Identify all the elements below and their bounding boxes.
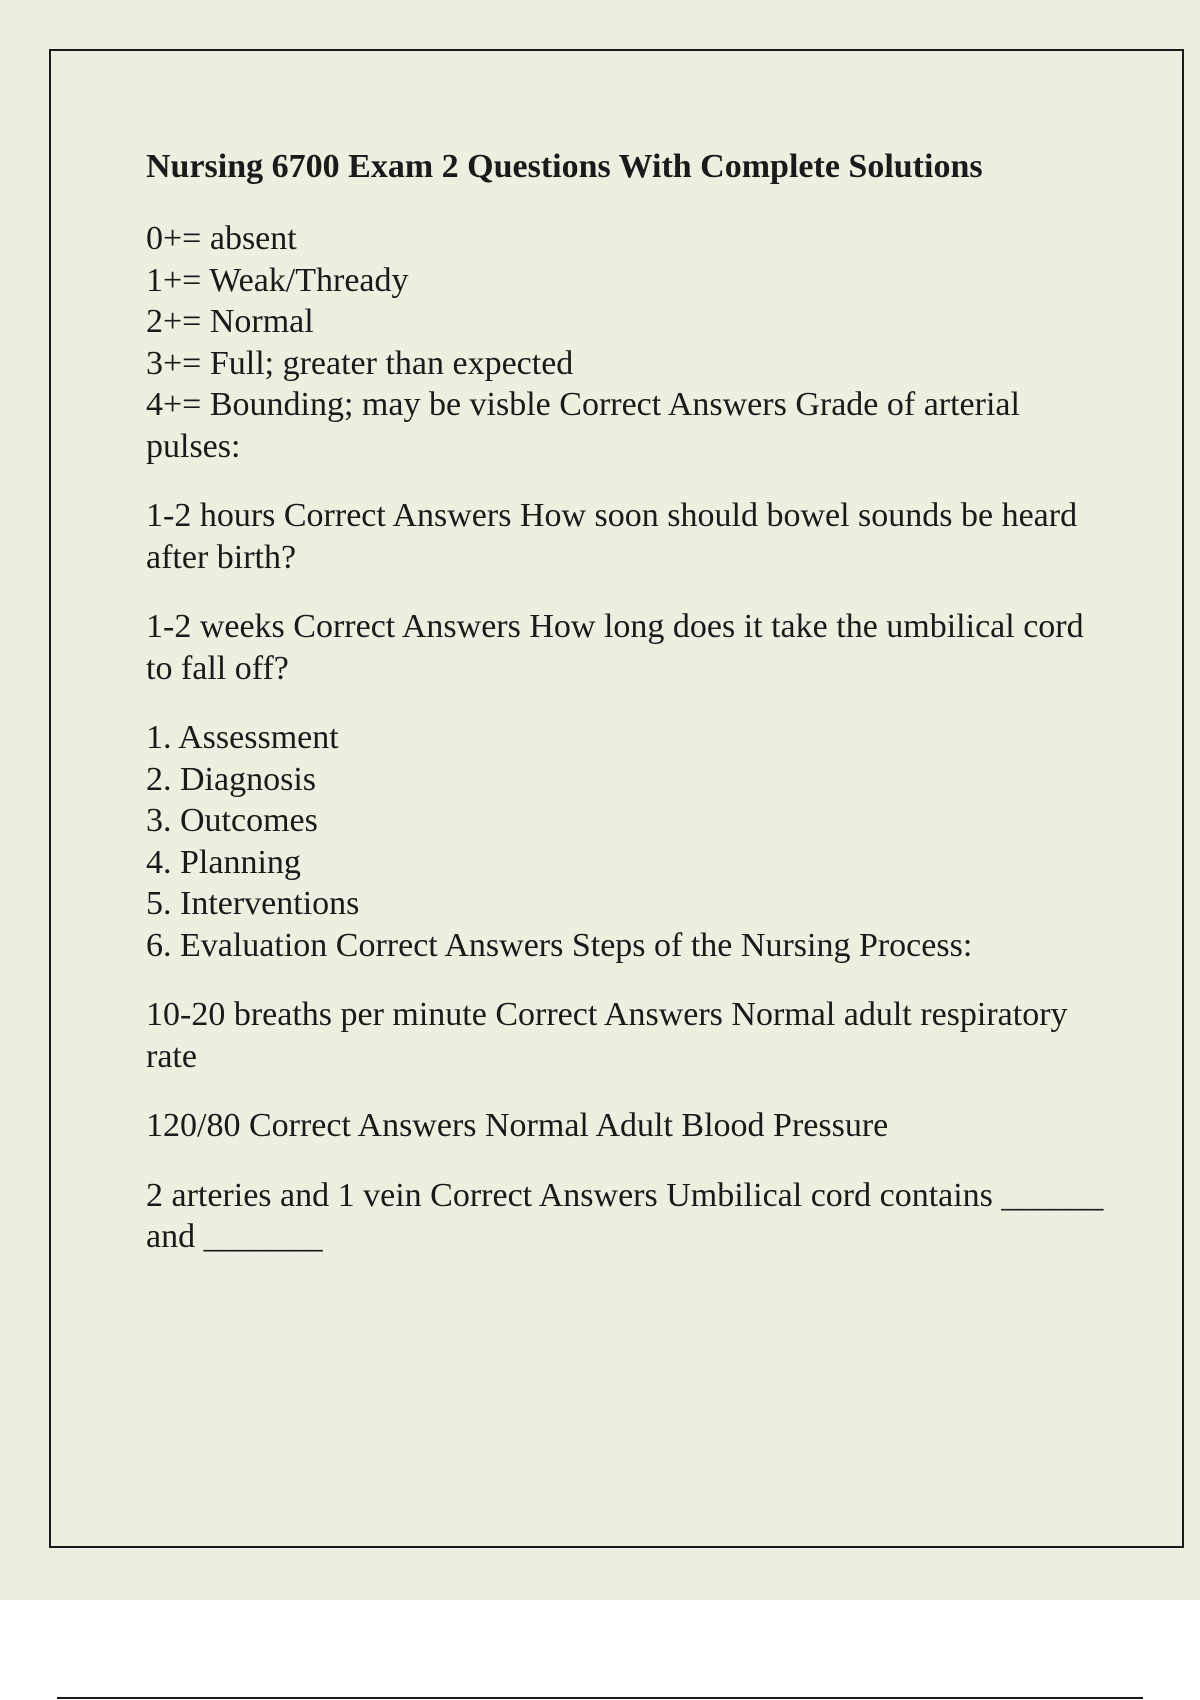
qa-entry-umbilical-cord-fall-off [146,606,1106,689]
document-title: Nursing 6700 Exam 2 Questions With Complete Solutions [146,148,983,185]
entry-line: 1. Assessment [146,719,339,756]
qa-entry-bowel-sounds [146,495,1106,578]
qa-entry-umbilical-vessels [146,1175,1106,1258]
document-content [146,142,1106,1286]
entry-text: 6. Evaluation Correct Answers Steps of the Nursing Process: [146,926,973,964]
entry-line: 1+= Weak/Thready [146,261,409,299]
entry-line: 0+= absent [146,220,297,257]
qa-entry-nursing-process [146,717,1106,966]
entry-text: 120/80 Correct Answers Normal Adult Blood Pressure [146,1107,889,1144]
entry-text: 1-2 hours Correct Answers How soon should bowel sounds be heard after birth? [146,497,1078,576]
entry-line: 2+= Normal [146,303,314,340]
qa-entry-pulse-grades [146,218,1106,467]
entry-line: 3. Outcomes [146,802,318,839]
qa-entry-respiratory-rate [146,994,1106,1077]
qa-entry-blood-pressure [146,1105,1106,1147]
footer-rule [57,1697,1143,1699]
entry-line: 4. Planning [146,843,301,881]
entry-line: 2. Diagnosis [146,760,316,798]
entry-line: 5. Interventions [146,885,360,922]
entry-text: 4+= Bounding; may be visble Correct Answers Grade of arterial pulses: [146,386,1020,465]
entry-text: 2 arteries and 1 vein Correct Answers Umbilical cord contains ______ and _______ [146,1176,1104,1255]
entry-text: 10-20 breaths per minute Correct Answers Normal adult respiratory rate [146,996,1068,1075]
entry-line: 3+= Full; greater than expected [146,344,574,382]
entry-text: 1-2 weeks Correct Answers How long does it take the umbilical cord to fall off? [146,608,1084,687]
